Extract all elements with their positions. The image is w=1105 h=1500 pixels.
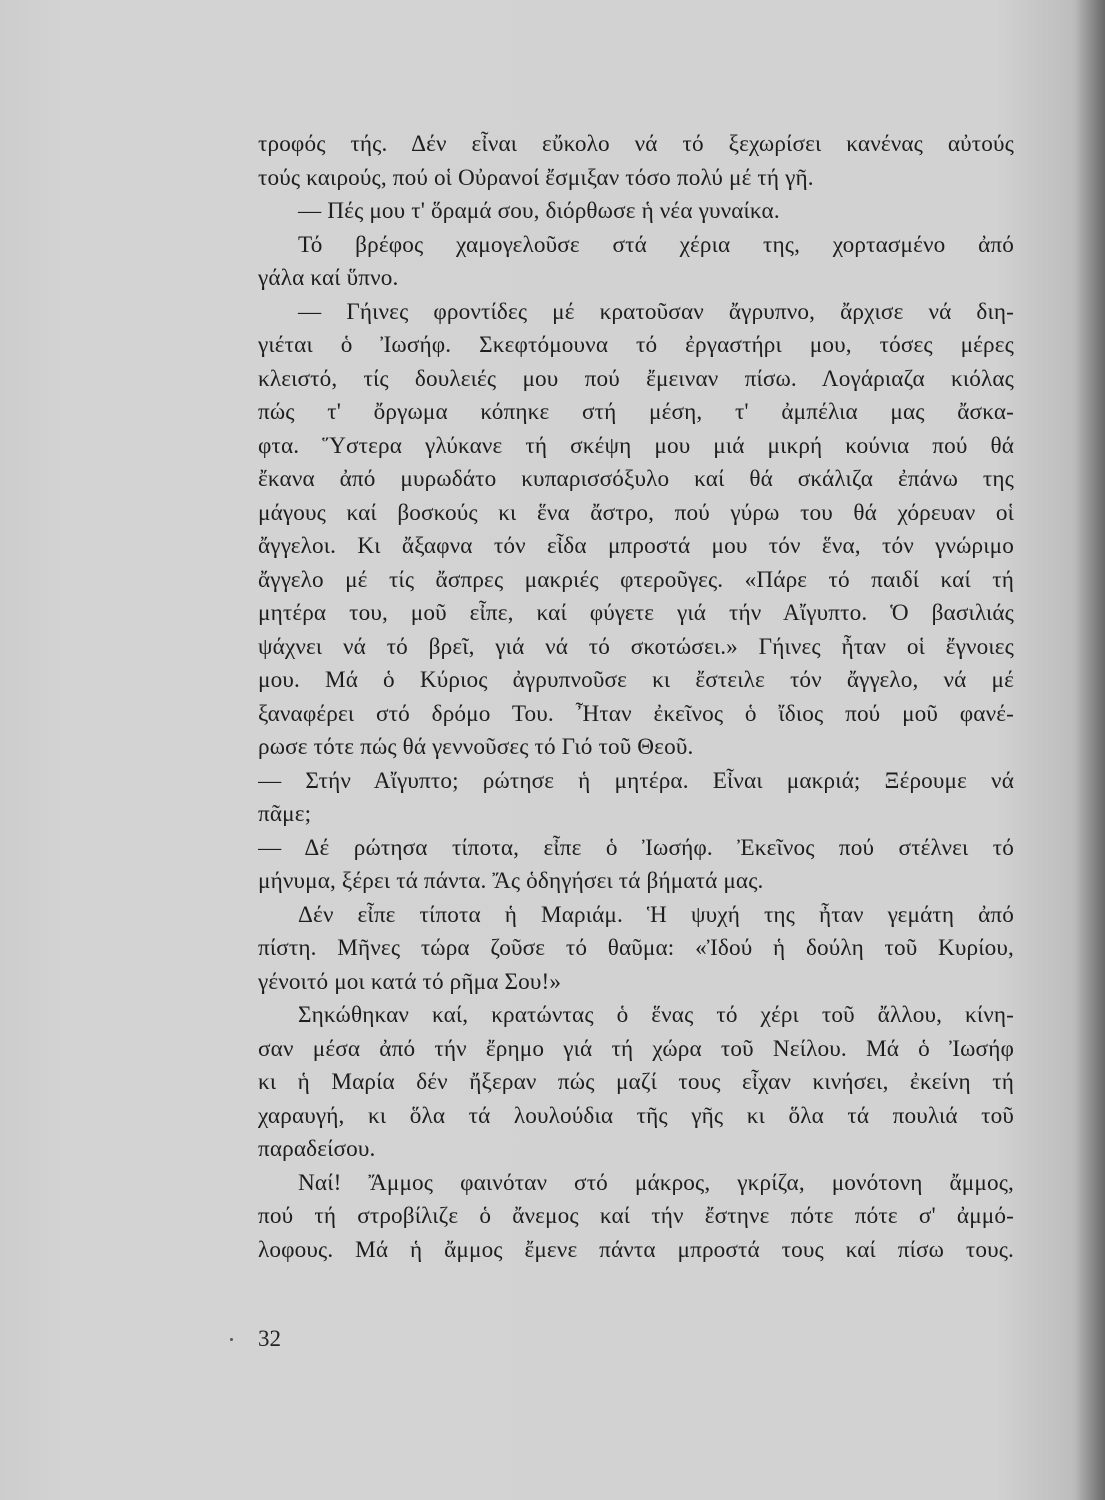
text-line: μήνυμα, ξέρει τά πάντα. Ἄς ὁδηγήσει τά βήματά μας. <box>258 868 764 894</box>
text-line: πού τή στροβίλιζε ὁ ἄνεμος καί τήν ἔστηνε πότε πότε σ' ἀμμό- <box>258 1203 1014 1229</box>
text-line: ξαναφέρει στό δρόμο Του. Ἦταν ἐκεῖνος ὁ ἴδιος πού μοῦ φανέ- <box>258 700 1014 727</box>
text-line: πᾶμε; <box>258 801 312 827</box>
text-line: πώς τ' ὄργωμα κόπηκε στή μέση, τ' ἀμπέλια μας ἄσκα- <box>258 399 1014 425</box>
print-speck <box>230 1338 233 1341</box>
text-line: — Στήν Αἴγυπτο; ρώτησε ἡ μητέρα. Εἶναι μακριά; Ξέρουμε νά <box>258 767 1014 794</box>
text-line: μου. Μά ὁ Κύριος ἀγρυπνοῦσε κι ἔστειλε τόν ἄγγελο, νά μέ <box>258 667 1014 693</box>
text-line: γιέται ὁ Ἰωσήφ. Σκεφτόμουνα τό ἐργαστήρι μου, τόσες μέρες <box>258 332 1014 358</box>
text-line: μητέρα του, μοῦ εἶπε, καί φύγετε γιά τήν Αἴγυπτο. Ὁ βασιλιάς <box>258 600 1014 626</box>
text-line: γάλα καί ὕπνο. <box>258 265 399 291</box>
text-line: γένοιτό μοι κατά τό ρῆμα Σου!» <box>258 968 562 995</box>
page-number: 32 <box>258 1326 281 1351</box>
page-edge-shadow <box>1075 0 1105 1500</box>
text-line: κι ἡ Μαρία δέν ἤξεραν πώς μαζί τους εἶχαν κινήσει, ἐκείνη τή <box>258 1069 1014 1095</box>
text-line: Τό βρέφος χαμογελοῦσε στά χέρια της, χορτασμένο ἀπό <box>298 231 1014 258</box>
text-line: παραδείσου. <box>258 1136 376 1162</box>
text-line: ρωσε τότε πώς θά γεννοῦσες τό Γιό τοῦ Θεοῦ. <box>258 734 694 760</box>
text-line: τούς καιρούς, πού οἱ Οὐρανοί ἔσμιξαν τόσο πολύ μέ τή γῆ. <box>258 164 814 191</box>
text-line: Ναί! Ἄμμος φαινόταν στό μάκρος, γκρίζα, μονότονη ἄμμος, <box>298 1169 1014 1196</box>
text-line: ψάχνει νά τό βρεῖ, γιά νά τό σκοτώσει.» Γήινες ἦταν οἱ ἔγνοιες <box>258 633 1014 660</box>
text-line: κλειστό, τίς δουλειές μου πού ἔμειναν πίσω. Λογάριαζα κιόλας <box>258 365 1014 392</box>
text-line: χαραυγή, κι ὅλα τά λουλούδια τῆς γῆς κι ὅλα τά πουλιά τοῦ <box>258 1102 1014 1129</box>
text-line: τροφός τής. Δέν εἶναι εὔκολο νά τό ξεχωρίσει κανένας αὐτούς <box>258 131 1014 157</box>
text-line: Σηκώθηκαν καί, κρατώντας ὁ ἕνας τό χέρι τοῦ ἄλλου, κίνη- <box>298 1002 1014 1028</box>
text-line: λοφους. Μά ἡ ἄμμος ἔμενε πάντα μπροστά τους καί πίσω τους. <box>258 1236 1014 1263</box>
text-line: ἄγγελο μέ τίς ἄσπρες μακριές φτεροῦγες. «Πάρε τό παιδί καί τή <box>258 566 1014 593</box>
text-line: πίστη. Μῆνες τώρα ζοῦσε τό θαῦμα: «Ἰδού ἡ δούλη τοῦ Κυρίου, <box>258 935 1014 961</box>
text-line: Δέν εἶπε τίποτα ἡ Μαριάμ. Ἡ ψυχή της ἦταν γεμάτη ἀπό <box>298 901 1014 928</box>
text-line: φτα. Ὕστερα γλύκανε τή σκέψη μου μιά μικρή κούνια πού θά <box>258 432 1014 459</box>
text-line: — Δέ ρώτησα τίποτα, εἶπε ὁ Ἰωσήφ. Ἐκεῖνος πού στέλνει τό <box>258 834 1014 861</box>
text-line: — Γήινες φροντίδες μέ κρατοῦσαν ἄγρυπνο, ἄρχισε νά διη- <box>298 298 1014 325</box>
text-line: ἄγγελοι. Κι ἄξαφνα τόν εἶδα μπροστά μου τόν ἕνα, τόν γνώριμο <box>258 533 1014 559</box>
body-text <box>258 128 1014 1267</box>
text-line: ἔκανα ἀπό μυρωδάτο κυπαρισσόξυλο καί θά σκάλιζα ἐπάνω της <box>258 466 1014 492</box>
text-line: — Πές μου τ' ὅραμά σου, διόρθωσε ἡ νέα γυναίκα. <box>298 198 780 224</box>
text-line: σαν μέσα ἀπό τήν ἔρημο γιά τή χώρα τοῦ Νείλου. Μά ὁ Ἰωσήφ <box>258 1035 1014 1062</box>
text-line: μάγους καί βοσκούς κι ἕνα ἄστρο, πού γύρω του θά χόρευαν οἱ <box>258 499 1014 526</box>
